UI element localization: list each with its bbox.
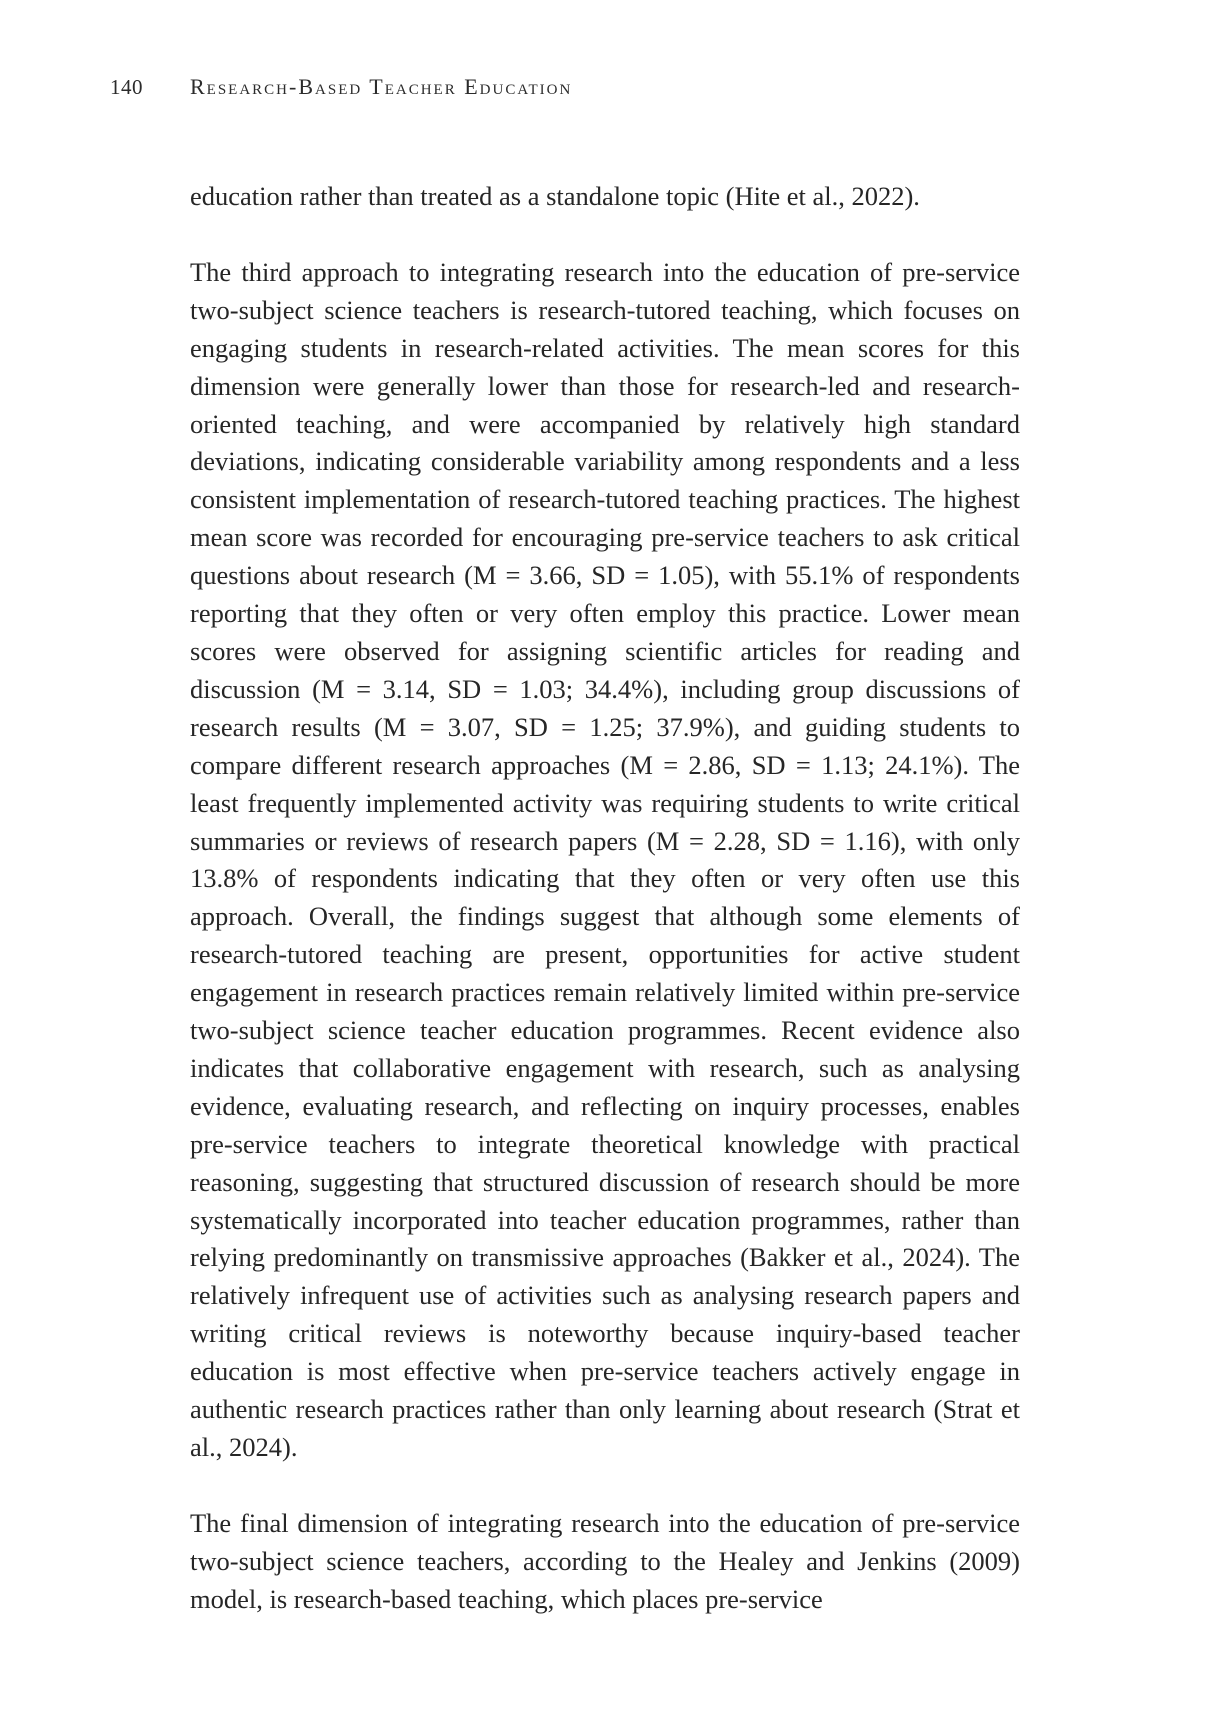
running-title: Research-Based Teacher Education	[190, 74, 573, 99]
running-head	[110, 74, 572, 104]
paragraph-gap	[190, 216, 1020, 254]
page-number: 140	[110, 75, 143, 99]
paragraph-gap	[190, 1467, 1020, 1505]
paragraph-research-tutored: The third approach to integrating research into the education of pre-service two-subject science teachers is research-tutored teaching, which focuses on engaging students in research-related activities. The mean scores for this dimension were generally lower than those for research-led and research-oriented teaching, and were accompanied by relatively high standard deviations, indicating considerable variability among respondents and a less consistent implementation of research-tutored teaching practices. The highest mean score was recorded for encouraging pre-service teachers to ask critical questions about research (M = 3.66, SD = 1.05), with 55.1% of respondents reporting that they often or very often employ this practice. Lower mean scores were observed for assigning scientific articles for reading and discussion (M = 3.14, SD = 1.03; 34.4%), including group discussions of research results (M = 3.07, SD = 1.25; 37.9%), and guiding students to compare different research approaches (M = 2.86, SD = 1.13; 24.1%). The least frequently implemented activity was requiring students to write critical summaries or reviews of research papers (M = 2.28, SD = 1.16), with only 13.8% of respondents indicating that they often or very often use this approach. Overall, the findings suggest that although some elements of research-tutored teaching are present, opportunities for active student engagement in research practices remain relatively limited within pre-service two-subject science teacher education programmes. Recent evidence also indicates that collaborative engagement with research, such as analysing evidence, evaluating research, and reflecting on inquiry processes, enables pre-service teachers to integrate theoretical knowledge with practical reasoning, suggesting that structured discussion of research should be more systematically incorporated into teacher education programmes, rather than relying predominantly on transmissive approaches (Bakker et al., 2024). The relatively infrequent use of activities such as analysing research papers and writing critical reviews is noteworthy because inquiry-based teacher education is most effective when pre-service teachers actively engage in authentic research practices rather than only learning about research (Strat et al., 2024).	[190, 256, 1020, 1462]
paragraph-research-based: The final dimension of integrating research into the education of pre-service two-subject science teachers, according to the Healey and Jenkins (2009) model, is research-based teaching, which places pre-service	[190, 1507, 1020, 1614]
body-text	[190, 178, 1020, 1619]
continuation-paragraph: education rather than treated as a standalone topic (Hite et al., 2022).	[190, 181, 920, 211]
